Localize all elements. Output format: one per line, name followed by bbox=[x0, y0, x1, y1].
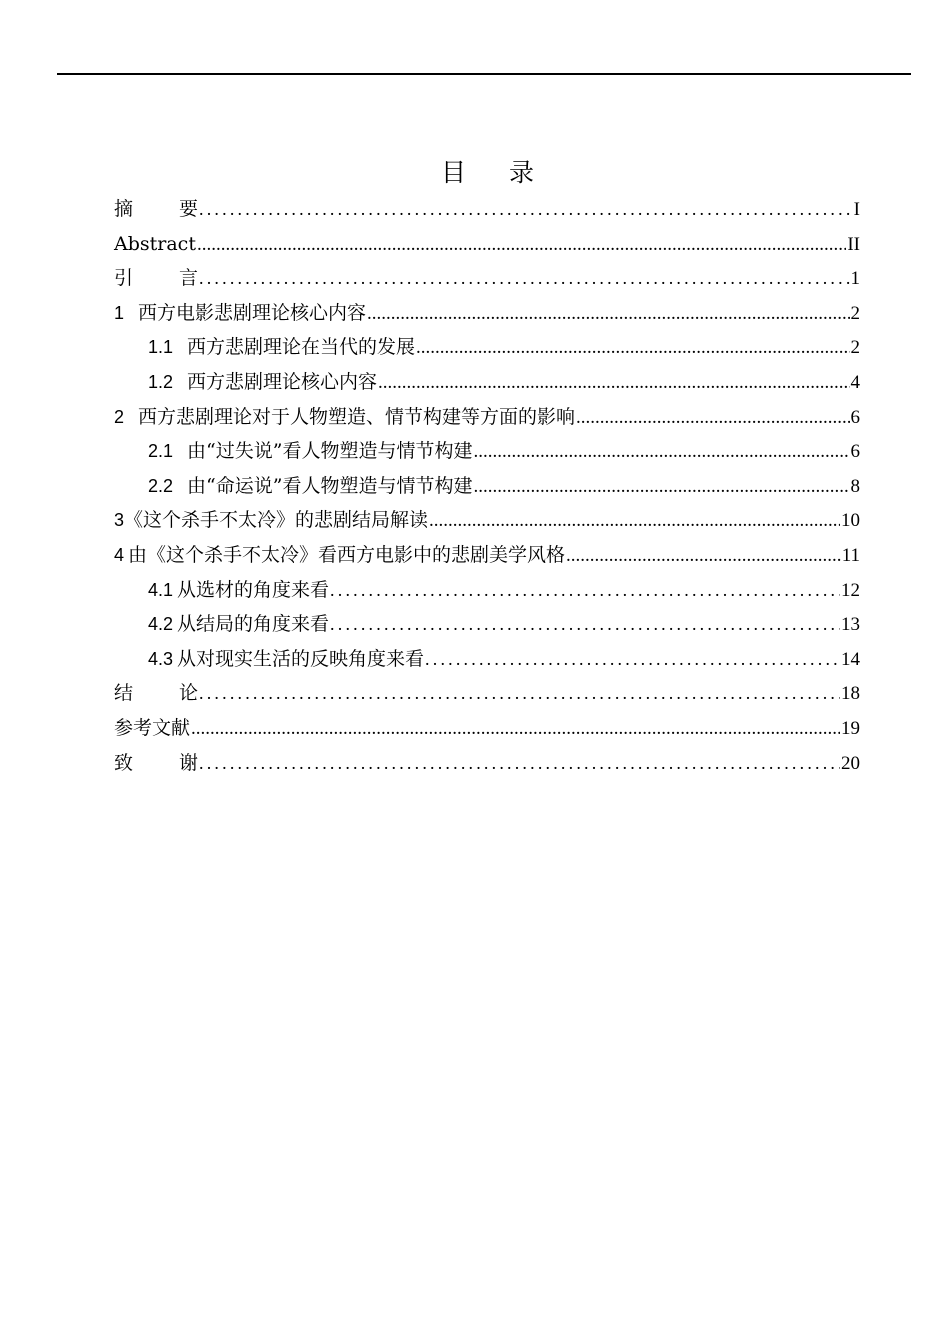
toc-entry-number: 4.2 bbox=[148, 614, 174, 635]
toc-entry-label-char: 要 bbox=[179, 198, 199, 220]
toc-entry-label bbox=[148, 642, 424, 677]
toc-entry[interactable] bbox=[114, 573, 860, 608]
toc-entry[interactable] bbox=[114, 538, 860, 573]
dot-leader bbox=[429, 504, 840, 539]
toc-entry-page: 4 bbox=[850, 371, 860, 393]
toc-entry-page: 6 bbox=[850, 406, 860, 428]
toc-entry-page: 11 bbox=[841, 544, 860, 566]
toc-entry-label bbox=[114, 538, 565, 573]
toc-entry-label-char: 致 bbox=[114, 751, 134, 774]
toc-entry-title: 参考文献 bbox=[114, 716, 191, 739]
dot-leader bbox=[566, 539, 841, 574]
toc-entry[interactable] bbox=[114, 330, 860, 365]
toc-entry-label bbox=[148, 573, 329, 608]
toc-entry-page: 20 bbox=[841, 752, 860, 774]
toc-entry-page: 12 bbox=[841, 579, 860, 601]
toc-entry[interactable] bbox=[114, 503, 860, 538]
toc-entry-label bbox=[148, 469, 472, 504]
toc-entry-page: 19 bbox=[841, 717, 860, 739]
toc-entry-title: 由《这个杀手不太冷》看西方电影中的悲剧美学风格 bbox=[128, 543, 566, 566]
toc-entry-label bbox=[148, 434, 472, 469]
dot-leader bbox=[473, 470, 849, 505]
dot-leader bbox=[199, 192, 853, 227]
dot-leader bbox=[330, 573, 840, 608]
toc-entry-title: Abstract bbox=[114, 232, 196, 255]
table-of-contents bbox=[114, 192, 860, 780]
toc-entry-number: 1.2 bbox=[148, 371, 174, 392]
dot-leader bbox=[367, 297, 849, 332]
toc-entry-label bbox=[114, 400, 575, 435]
dot-leader bbox=[425, 642, 840, 677]
toc-entry-label bbox=[114, 676, 198, 711]
toc-entry-page: 2 bbox=[850, 337, 860, 359]
toc-entry-label bbox=[114, 296, 366, 331]
dot-leader bbox=[576, 401, 849, 436]
toc-entry-title: 从对现实生活的反映角度来看 bbox=[177, 647, 425, 670]
toc-entry-label bbox=[114, 746, 198, 781]
toc-entry-label-char: 摘 bbox=[114, 198, 134, 220]
toc-entry[interactable] bbox=[114, 365, 860, 400]
dot-leader bbox=[191, 712, 840, 747]
toc-entry-number: 3 bbox=[114, 510, 125, 531]
toc-entry[interactable] bbox=[114, 296, 860, 331]
toc-entry-page: 18 bbox=[841, 683, 860, 705]
toc-entry-page: 8 bbox=[850, 475, 860, 497]
dot-leader bbox=[199, 746, 840, 781]
toc-entry-title: 从结局的角度来看 bbox=[177, 613, 330, 636]
toc-entry-number: 4.3 bbox=[148, 648, 174, 669]
dot-leader bbox=[197, 228, 846, 263]
toc-entry-label bbox=[114, 503, 428, 538]
header-rule bbox=[57, 73, 911, 75]
dot-leader bbox=[378, 366, 849, 401]
toc-entry-number: 4 bbox=[114, 544, 125, 565]
toc-title bbox=[0, 153, 950, 189]
toc-entry-label-char: 谢 bbox=[179, 751, 199, 774]
toc-entry-label bbox=[114, 192, 198, 227]
toc-entry[interactable] bbox=[114, 746, 860, 781]
toc-entry[interactable] bbox=[114, 261, 860, 296]
dot-leader bbox=[473, 435, 849, 470]
toc-entry-page: 1 bbox=[850, 268, 860, 290]
toc-entry[interactable] bbox=[114, 607, 860, 642]
toc-entry[interactable] bbox=[114, 192, 860, 227]
toc-entry-title: 西方电影悲剧理论核心内容 bbox=[138, 301, 367, 324]
toc-title-char-2: 录 bbox=[509, 158, 536, 187]
toc-entry-page: 13 bbox=[841, 614, 860, 636]
toc-entry-number: 1.1 bbox=[148, 337, 174, 358]
toc-entry[interactable] bbox=[114, 227, 860, 262]
toc-entry-page: 14 bbox=[841, 648, 860, 670]
toc-entry-label bbox=[114, 711, 190, 746]
dot-leader bbox=[199, 261, 849, 296]
dot-leader bbox=[199, 676, 840, 711]
toc-entry-title: 从选材的角度来看 bbox=[177, 578, 330, 601]
toc-entry-label bbox=[148, 607, 329, 642]
toc-entry[interactable] bbox=[114, 400, 860, 435]
toc-entry-label bbox=[148, 365, 377, 400]
toc-entry-page: 2 bbox=[850, 302, 860, 324]
toc-entry-title: 由“命运说”看人物塑造与情节构建 bbox=[187, 474, 473, 497]
dot-leader bbox=[416, 331, 849, 366]
toc-entry-number: 4.1 bbox=[148, 579, 174, 600]
toc-entry-page: II bbox=[847, 233, 860, 255]
toc-entry-number: 2.1 bbox=[148, 441, 174, 462]
toc-entry-title: 由“过失说”看人物塑造与情节构建 bbox=[187, 440, 473, 463]
toc-entry-title: 西方悲剧理论对于人物塑造、情节构建等方面的影响 bbox=[138, 405, 576, 428]
toc-entry-label-char: 论 bbox=[179, 682, 199, 705]
toc-entry[interactable] bbox=[114, 434, 860, 469]
toc-entry-label bbox=[114, 227, 196, 262]
toc-title-char-1: 目 bbox=[440, 158, 467, 187]
toc-entry[interactable] bbox=[114, 469, 860, 504]
toc-entry-label bbox=[114, 261, 198, 296]
toc-entry-number: 1 bbox=[114, 302, 125, 323]
toc-entry-label-char: 言 bbox=[179, 267, 199, 290]
toc-entry-page: 10 bbox=[841, 510, 860, 532]
toc-entry-number: 2 bbox=[114, 406, 125, 427]
toc-entry[interactable] bbox=[114, 676, 860, 711]
toc-entry[interactable] bbox=[114, 642, 860, 677]
toc-entry-number: 2.2 bbox=[148, 475, 174, 496]
dot-leader bbox=[330, 607, 840, 642]
toc-entry-label bbox=[148, 330, 415, 365]
toc-entry-page: I bbox=[853, 199, 860, 220]
toc-entry-label-char: 引 bbox=[114, 267, 134, 290]
toc-entry-title: 西方悲剧理论核心内容 bbox=[187, 370, 378, 393]
toc-entry-title: 西方悲剧理论在当代的发展 bbox=[187, 336, 416, 359]
toc-entry-label-char: 结 bbox=[114, 682, 134, 705]
toc-entry-title: 《这个杀手不太冷》的悲剧结局解读 bbox=[124, 509, 429, 532]
toc-entry[interactable] bbox=[114, 711, 860, 746]
toc-entry-page: 6 bbox=[850, 441, 860, 463]
